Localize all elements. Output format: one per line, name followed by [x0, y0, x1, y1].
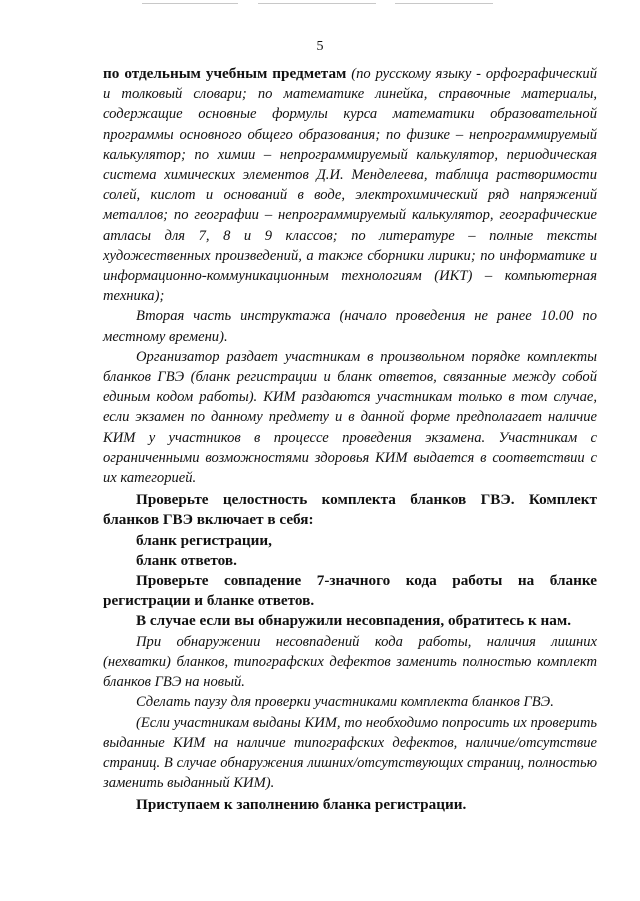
- paragraph-organizer-distributes: Организатор раздает участникам в произвольном порядке комплекты бланков ГВЭ (бланк регистрации и бланк ответов, связанные между собой единым кодом работы). КИМ раздаются участникам только в том случае, если экзамен по данному предмету и в данной форме предполагает наличие КИМ у участников в процессе проведения экзамена. Участникам с ограниченными возможностями здоровья КИМ выдается в соответствии с их категорией.: [103, 348, 597, 487]
- paragraph-check-code: Проверьте совпадение 7-значного кода работы на бланке регистрации и бланке ответов.: [103, 572, 597, 610]
- paragraph-pause: Сделать паузу для проверки участниками комплекта бланков ГВЭ.: [136, 694, 554, 711]
- paragraph-check-integrity: Проверьте целостность комплекта бланков ГВЭ. Комплект бланков ГВЭ включает в себя:: [103, 491, 597, 529]
- scan-edge-line: [142, 3, 238, 4]
- paragraph-kim-check: (Если участникам выданы КИМ, то необходимо попросить их проверить выданные КИМ на наличие типографских дефектов, наличие/отсутствие страниц. В случае обнаружения лишних/отсутствующих страниц, полностью заменить выданный КИМ).: [103, 714, 597, 792]
- scan-edge-line: [395, 3, 493, 4]
- paragraph-lead-bold: по отдельным учебным предметам: [103, 65, 347, 82]
- paragraph-start-registration: Приступаем к заполнению бланка регистрации.: [136, 796, 467, 814]
- document-body: [103, 64, 597, 816]
- paragraph-replace-kit: При обнаружении несовпадений кода работы, наличия лишних (нехватки) бланков, типографских дефектов заменить полностью комплект бланков ГВЭ на новый.: [103, 633, 597, 691]
- paragraph-allowed-materials: [103, 64, 597, 306]
- blank-list: [103, 531, 597, 571]
- list-item: бланк ответов.: [136, 551, 237, 569]
- list-item: бланк регистрации,: [136, 531, 272, 549]
- page-number: 5: [316, 39, 324, 54]
- scan-edge-line: [258, 3, 376, 4]
- paragraph-mismatch-contact: В случае если вы обнаружили несовпадения, обратитесь к нам.: [136, 612, 572, 630]
- paragraph-second-part: Вторая часть инструктажа (начало проведения не ранее 10.00 по местному времени).: [103, 308, 597, 345]
- paragraph-italic-text: (по русскому языку - орфографический и толковый словари; по математике линейка, справочные материалы, содержащие основные формулы курса математики образовательной программы основного общего образования; по физике – непрограммируемый калькулятор; по химии – непрограммируемый калькулятор, периодическая система химических элементов Д.И. Менделеева, таблица растворимости солей, кислот и оснований в воде, электрохимический ряд напряжений металлов; по географии – непрограммируемый калькулятор, географические атласы для 7, 8 и 9 классов; по литературе – полные тексты художественных произведений, а также сборники лирики; по информатике и информационно-коммуникационным технологиям (ИКТ) – компьютерная техника);: [103, 66, 597, 305]
